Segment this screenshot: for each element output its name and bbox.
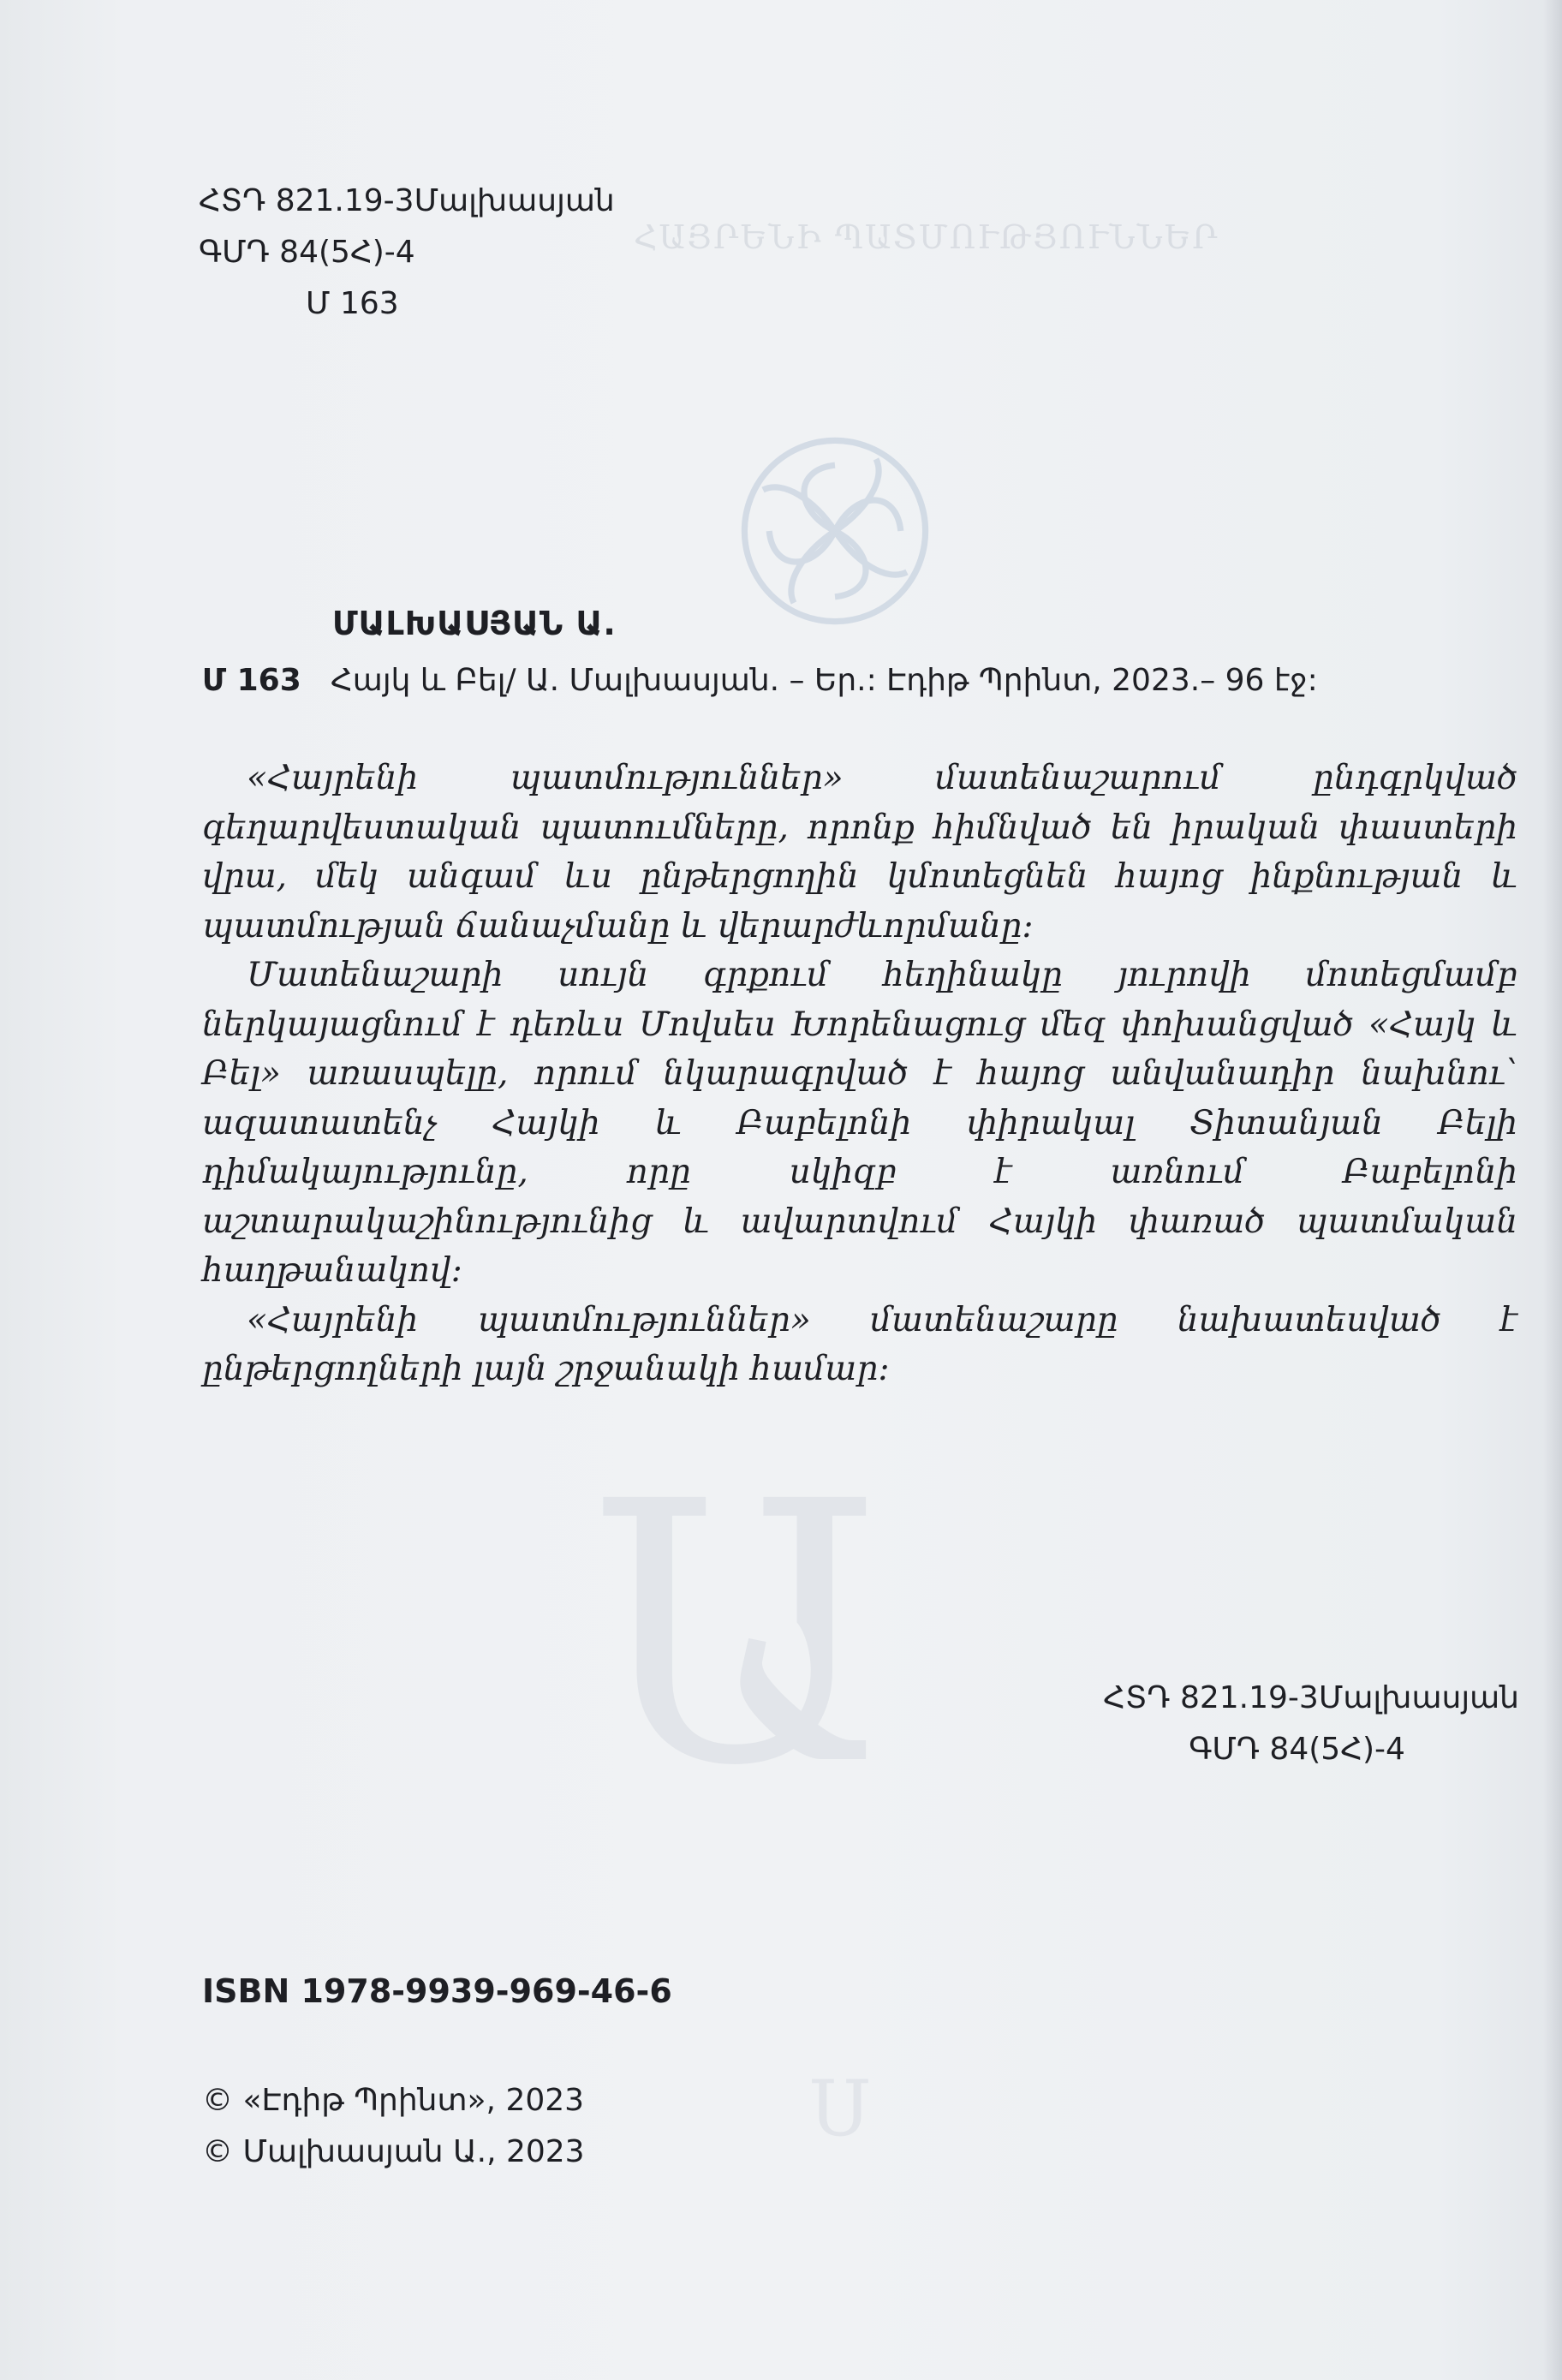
classification-codes-bottom [1103,1673,1519,1775]
author-heading: ՄԱԼԽԱՍՅԱՆ Ա. [332,605,617,642]
publisher-copyright: © «Էդիթ Պրինտ», 2023 [202,2083,585,2118]
isbn: ISBN 1978-9939-969-46-6 [202,1972,672,2010]
author-copyright: © Մալխասյան Ա., 2023 [202,2134,585,2169]
bbk-code: ԳՄԴ 84(5Հ)-4 [199,235,415,270]
bleed-through-small-glyph: Ս [809,2064,871,2154]
catalog-entry [202,663,1318,698]
annotation-paragraph: Մատենաշարի սույն գրքում հեղինակը յուրովի մոտեցմամբ ներկայացնում է դեռևս Մովսես Խորենացուց մեզ փոխանցված «Հայկ և Բել» առասպելը, որում նկարագրված է հայոց անվանադիր նախնու՝ ազատատենչ Հայկի և Բաբելոնի փիրակալ Տիտանյան Բելի դիմակայությունը, որը սկիզբ է առնում Բաբելոնի աշտարակաշինությունից և ավարտվում Հայկի փառած պատմական հաղթանակով: [202,956,1517,1290]
page-edge-shadow [1543,0,1562,2380]
bleed-through-large-glyph: Ա [591,1426,883,1845]
udc-code: ՀՏԴ 821.19-3Մալխասյան [199,183,615,218]
catalog-mark: Մ 163 [202,663,301,698]
bbk-code: ԳՄԴ 84(5Հ)-4 [1189,1732,1405,1767]
udc-code: ՀՏԴ 821.19-3Մալխասյան [1103,1680,1519,1715]
classification-codes-top [199,176,615,330]
eternity-sign-icon [732,428,938,634]
author-mark: Մ 163 [306,286,399,321]
copyright-block [202,2075,585,2178]
bibliographic-description: Հայկ և Բել/ Ա. Մալխասյան. – Եր.: Էդիթ Պրինտ, 2023.– 96 էջ: [331,663,1318,698]
annotation-paragraph: «Հայրենի պատմություններ» մատենաշարում ընդգրկված գեղարվեստական պատումները, որոնք հիմնված են իրական փաստերի վրա, մեկ անգամ ևս ընթերցողին կմոտեցնեն հայոց ինքնության և պատմության ճանաչմանը և վերարժևորմանը: [202,759,1517,945]
bleed-through-title: ՀԱՅՐԵՆԻ ՊԱՏՄՈՒԹՅՈՒՆՆԵՐ [634,218,1219,256]
annotation-paragraph: «Հայրենի պատմություններ» մատենաշարը նախատեսված է ընթերցողների լայն շրջանակի համար: [202,1300,1517,1388]
annotation [202,754,1517,1394]
